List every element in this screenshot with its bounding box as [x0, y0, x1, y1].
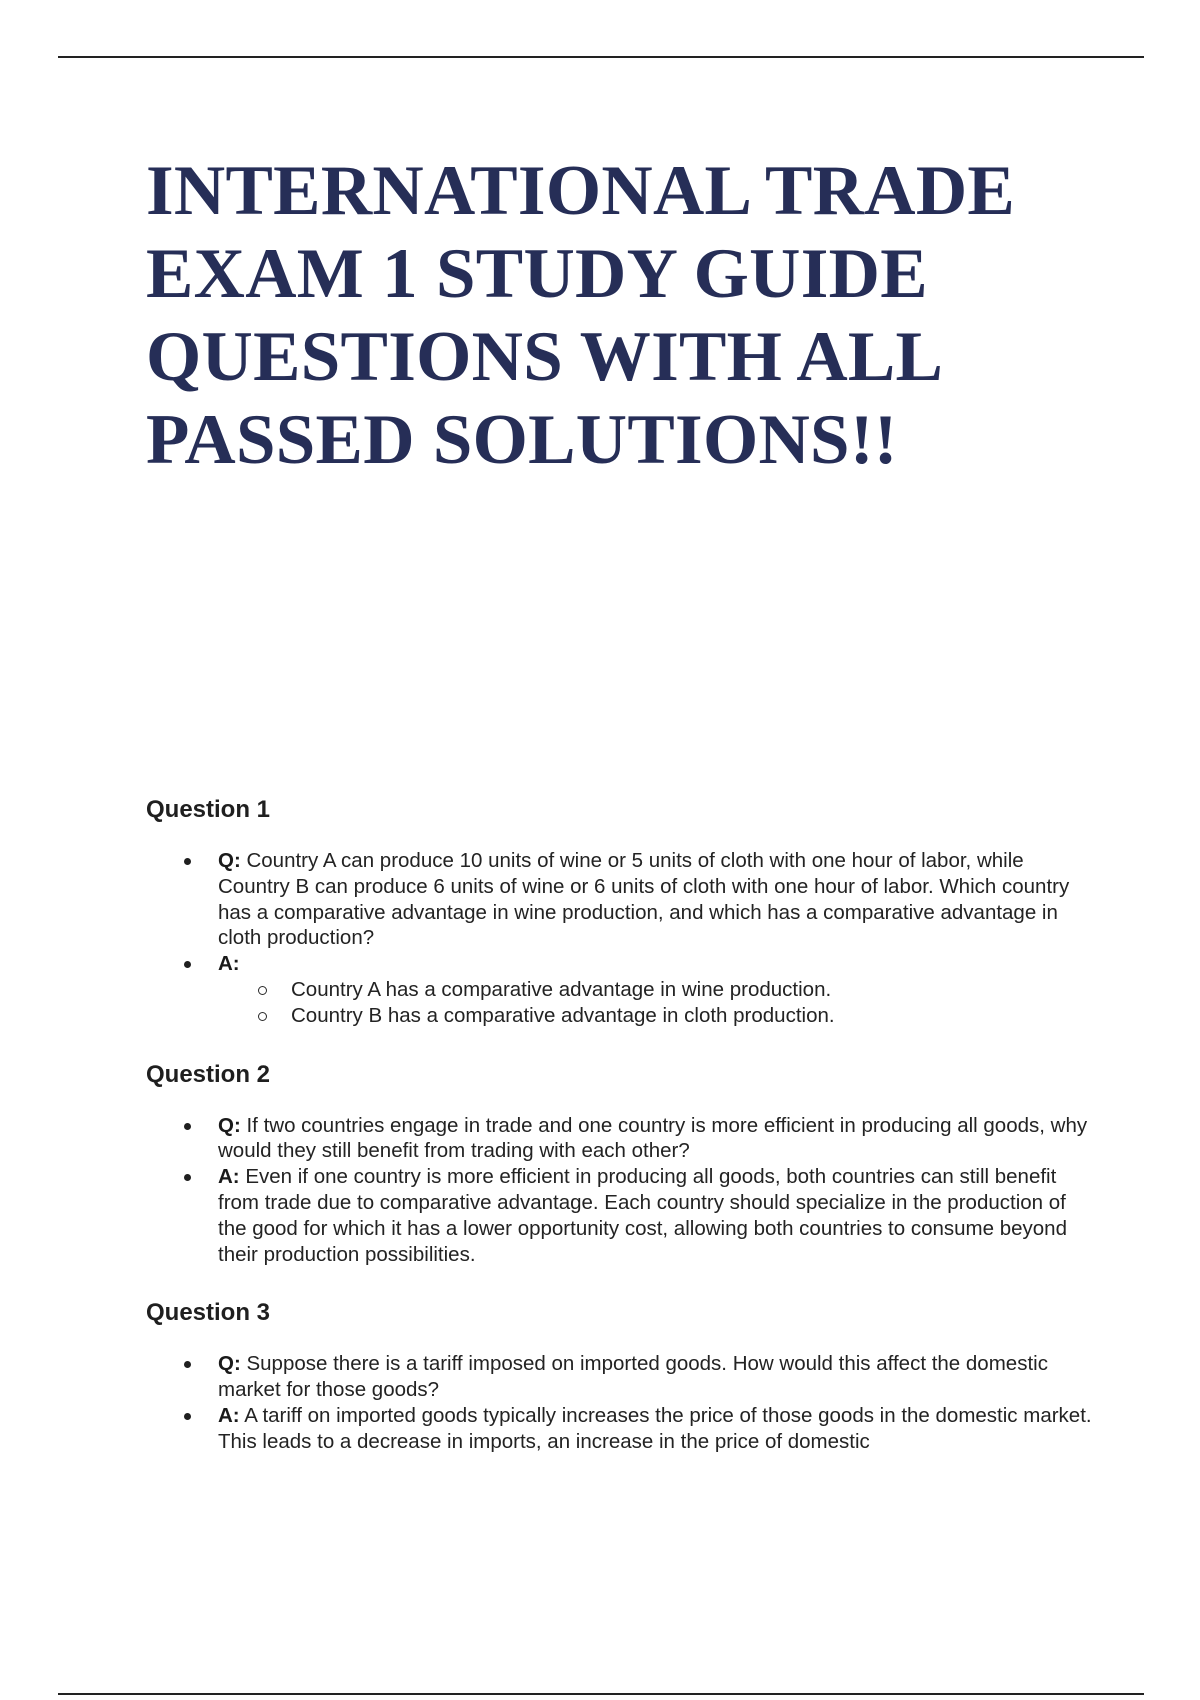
- question-item: [218, 1351, 1096, 1403]
- answer-label: A:: [218, 1165, 240, 1189]
- answer-point: Country A has a comparative advantage in wine production.: [291, 977, 1096, 1003]
- question-label: Q:: [218, 849, 241, 872]
- answer-label: A:: [218, 1403, 240, 1427]
- answer-sublist: [218, 977, 1096, 1029]
- answer-item: [218, 1403, 1096, 1455]
- question-label: Q:: [218, 1352, 241, 1376]
- qa-list: [146, 1351, 1096, 1454]
- question-heading: Question 2: [146, 1060, 271, 1088]
- question-label: Q:: [218, 1113, 241, 1137]
- qa-list: [146, 1113, 1096, 1268]
- answer-text: Even if one country is more efficient in producing all goods, both countries can still benefit from trade due to comparative advantage. Each country should specialize in the production of the good for which it has a lower opportunity cost, allowing both countries to consume beyond their production possibilities.: [218, 1165, 1067, 1266]
- answer-item: [218, 951, 1096, 1028]
- question-text: Suppose there is a tariff imposed on imported goods. How would this affect the domestic market for those goods?: [218, 1352, 1048, 1402]
- questions-section: [146, 795, 1096, 1486]
- answer-label: A:: [218, 952, 240, 976]
- question-block: [146, 795, 1096, 1029]
- answer-item: [218, 1164, 1096, 1267]
- question-text: Country A can produce 10 units of wine or 5 units of cloth with one hour of labor, while Country B can produce 6 units of wine or 6 units of cloth with one hour of labor. Which country has a comparative advantage in wine production, and which has a comparative advantage in cloth production?: [218, 849, 1070, 950]
- top-divider: [58, 56, 1144, 58]
- question-item: [218, 1113, 1096, 1165]
- question-item: [218, 848, 1096, 951]
- question-block: [146, 1298, 1096, 1454]
- document-title: INTERNATIONAL TRADE EXAM 1 STUDY GUIDE QUESTIONS WITH ALL PASSED SOLUTIONS!!: [146, 152, 1016, 479]
- qa-list: [146, 848, 1096, 1029]
- question-text: If two countries engage in trade and one country is more efficient in producing all goods, why would they still benefit from trading with each other?: [218, 1113, 1088, 1163]
- question-heading: Question 1: [146, 796, 271, 823]
- answer-text: A tariff on imported goods typically increases the price of those goods in the domestic market. This leads to a decrease in imports, an increase in the price of domestic: [218, 1403, 1092, 1453]
- question-block: [146, 1060, 1096, 1268]
- question-heading: Question 3: [146, 1299, 271, 1327]
- answer-point: Country B has a comparative advantage in cloth production.: [291, 1003, 1096, 1029]
- bottom-divider: [58, 1693, 1144, 1695]
